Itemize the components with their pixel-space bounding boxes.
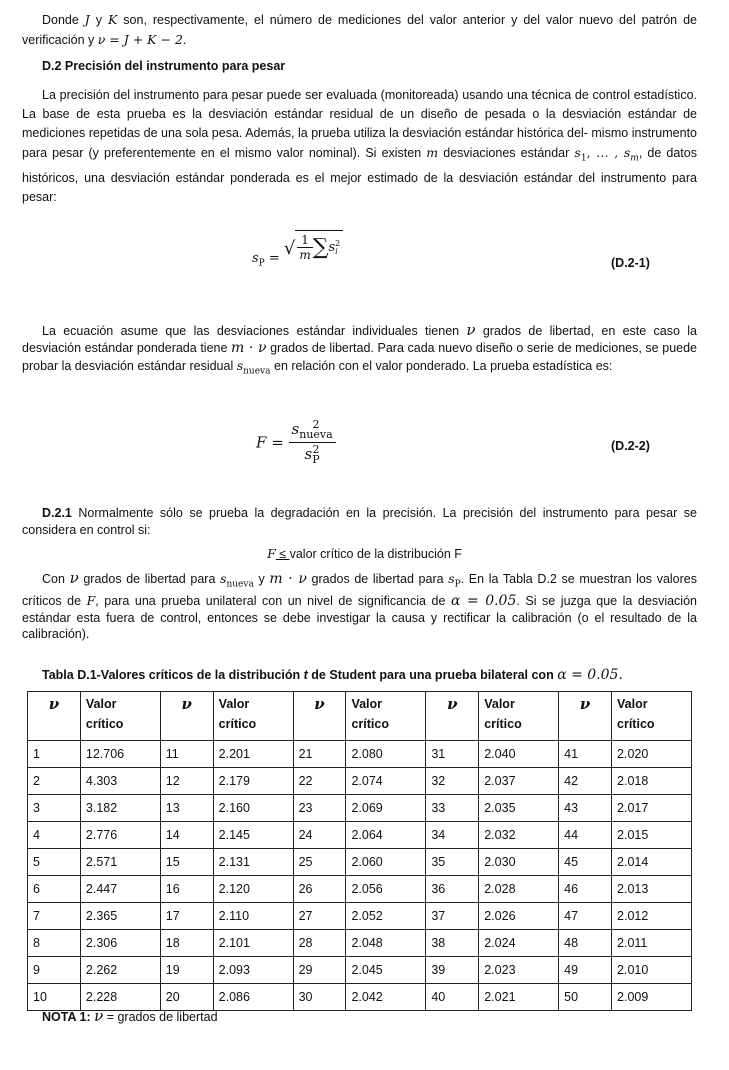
table-header-row bbox=[28, 692, 692, 741]
paragraph-critical bbox=[22, 570, 697, 643]
cell-nu: 11 bbox=[160, 741, 213, 768]
eq-fraction: s 2 nueva s 2 P bbox=[289, 420, 336, 465]
math-F: F bbox=[267, 546, 276, 561]
cell-nu: 36 bbox=[426, 876, 479, 903]
cell-critical-value: 2.776 bbox=[80, 822, 160, 849]
text: La precisión del instrumento para pesar puede ser evaluada (monitoreada) usando una técnica de control estadístico. La base de esta prueba es la desviación estándar residual de un diseño de pesada o la desviación estándar de mediciones repetidas de una sola pesa. Además, la prueba utiliza la desviación estándar histórica del- mismo instrumento para pesar (y preferentemente en el mismo valor nominal). Si existen bbox=[22, 88, 697, 160]
cell-critical-value: 2.035 bbox=[479, 795, 559, 822]
cell-critical-value: 2.160 bbox=[213, 795, 293, 822]
paragraph-degrees bbox=[22, 322, 697, 381]
text: . bbox=[182, 33, 187, 47]
cell-critical-value: 4.303 bbox=[80, 768, 160, 795]
math-m-nu: m · ν bbox=[231, 340, 267, 356]
text: y bbox=[89, 13, 108, 27]
critical-values-table bbox=[27, 691, 692, 1011]
text: Tabla D.1-Valores críticos de la distribución bbox=[42, 668, 304, 682]
cell-critical-value: 2.042 bbox=[346, 984, 426, 1011]
cell-nu: 47 bbox=[559, 903, 612, 930]
cell-nu: 19 bbox=[160, 957, 213, 984]
cell-critical-value: 2.069 bbox=[346, 795, 426, 822]
header-text: crítico bbox=[484, 717, 522, 731]
table-row bbox=[28, 957, 692, 984]
text: grados de libertad para bbox=[78, 572, 221, 586]
cell-critical-value: 2.030 bbox=[479, 849, 559, 876]
paragraph-precision bbox=[22, 86, 697, 207]
cell-critical-value: 2.012 bbox=[612, 903, 692, 930]
cell-critical-value: 2.179 bbox=[213, 768, 293, 795]
math-alpha: α = 0.05 bbox=[450, 593, 517, 609]
cell-critical-value: 2.024 bbox=[479, 930, 559, 957]
cell-critical-value: 2.365 bbox=[80, 903, 160, 930]
math-alpha: α = 0.05. bbox=[557, 667, 623, 683]
cell-nu: 40 bbox=[426, 984, 479, 1011]
table-row bbox=[28, 768, 692, 795]
cell-critical-value: 2.037 bbox=[479, 768, 559, 795]
cell-nu: 14 bbox=[160, 822, 213, 849]
equation-label: (D.2-1) bbox=[611, 256, 650, 270]
cell-critical-value: 2.032 bbox=[479, 822, 559, 849]
table-row bbox=[28, 741, 692, 768]
cell-nu: 17 bbox=[160, 903, 213, 930]
math-m-nu: m · ν bbox=[269, 571, 307, 587]
cell-critical-value: 2.028 bbox=[479, 876, 559, 903]
cell-critical-value: 2.040 bbox=[479, 741, 559, 768]
text: en relación con el valor ponderado. La prueba estadística es: bbox=[270, 359, 613, 373]
cell-critical-value: 2.228 bbox=[80, 984, 160, 1011]
math-J: J bbox=[84, 12, 90, 27]
math-sub: nueva bbox=[243, 366, 271, 377]
math-sub: m bbox=[630, 153, 639, 164]
text: = grados de libertad bbox=[103, 1010, 218, 1024]
text: Con bbox=[42, 572, 70, 586]
text: y bbox=[253, 572, 270, 586]
cell-critical-value: 2.145 bbox=[213, 822, 293, 849]
cell-nu: 38 bbox=[426, 930, 479, 957]
cell-critical-value: 2.015 bbox=[612, 822, 692, 849]
cell-nu: 5 bbox=[28, 849, 81, 876]
header-nu: ν bbox=[160, 692, 213, 741]
cell-nu: 46 bbox=[559, 876, 612, 903]
header-text: Valor bbox=[85, 697, 117, 711]
cell-nu: 29 bbox=[293, 957, 346, 984]
math-K: K bbox=[107, 12, 118, 27]
table-body bbox=[28, 741, 692, 1011]
cell-critical-value: 2.020 bbox=[612, 741, 692, 768]
cell-nu: 37 bbox=[426, 903, 479, 930]
cell-nu: 24 bbox=[293, 822, 346, 849]
cell-nu: 8 bbox=[28, 930, 81, 957]
header-text: crítico bbox=[617, 717, 655, 731]
sqrt-icon: √ bbox=[283, 237, 296, 259]
cell-critical-value: 2.026 bbox=[479, 903, 559, 930]
cell-nu: 34 bbox=[426, 822, 479, 849]
cell-nu: 43 bbox=[559, 795, 612, 822]
math-nu: ν bbox=[94, 1007, 104, 1025]
table-row bbox=[28, 930, 692, 957]
header-text: crítico bbox=[85, 717, 124, 731]
cell-nu: 15 bbox=[160, 849, 213, 876]
subsection-number: D.2.1 bbox=[42, 506, 72, 520]
cell-critical-value: 2.052 bbox=[346, 903, 426, 930]
cell-nu: 7 bbox=[28, 903, 81, 930]
math-sub: P bbox=[454, 579, 461, 590]
eq-sign: = bbox=[266, 433, 289, 452]
header-critical-value bbox=[479, 692, 559, 741]
section-heading: D.2 Precisión del instrumento para pesar bbox=[42, 59, 286, 73]
math-s: s bbox=[623, 145, 631, 160]
math-sub: nueva bbox=[226, 579, 254, 590]
cell-nu: 20 bbox=[160, 984, 213, 1011]
cell-nu: 35 bbox=[426, 849, 479, 876]
header-text: crítico bbox=[218, 717, 257, 731]
header-text: Valor bbox=[617, 697, 648, 711]
text: Donde bbox=[42, 13, 85, 27]
cell-nu: 42 bbox=[559, 768, 612, 795]
cell-nu: 12 bbox=[160, 768, 213, 795]
cell-nu: 44 bbox=[559, 822, 612, 849]
eq-sign: = bbox=[264, 250, 284, 266]
math-F: F bbox=[86, 593, 96, 608]
cell-nu: 28 bbox=[293, 930, 346, 957]
table-row bbox=[28, 876, 692, 903]
cell-critical-value: 2.014 bbox=[612, 849, 692, 876]
math-s: s bbox=[236, 358, 244, 373]
cell-nu: 25 bbox=[293, 849, 346, 876]
text: . Si se juzga que la desviación estándar esta fuera de control, entonces se debe investigar la causa y rectificar la calibración (o el resultado de la calibración). bbox=[22, 594, 697, 641]
cell-critical-value: 3.182 bbox=[80, 795, 160, 822]
text: grados de libertad para bbox=[306, 572, 449, 586]
cell-critical-value: 2.080 bbox=[346, 741, 426, 768]
cell-critical-value: 2.101 bbox=[213, 930, 293, 957]
cell-nu: 6 bbox=[28, 876, 81, 903]
math-nu: ν bbox=[466, 321, 476, 339]
text: de Student para una prueba bilateral con bbox=[307, 668, 558, 682]
header-critical-value bbox=[612, 692, 692, 741]
header-nu: ν bbox=[28, 692, 81, 741]
text: . En la Tabla D.2 se muestran los valores críticos de bbox=[22, 572, 697, 608]
cell-critical-value: 2.048 bbox=[346, 930, 426, 957]
cell-nu: 18 bbox=[160, 930, 213, 957]
cell-nu: 49 bbox=[559, 957, 612, 984]
text: t bbox=[303, 668, 308, 682]
cell-critical-value: 2.086 bbox=[213, 984, 293, 1011]
header-text: crítico bbox=[351, 717, 389, 731]
text: La ecuación asume que las desviaciones estándar individuales tienen bbox=[42, 324, 467, 338]
cell-critical-value: 2.306 bbox=[80, 930, 160, 957]
math-nu-formula: ν = J + K − 2 bbox=[97, 32, 183, 47]
cell-critical-value: 2.120 bbox=[213, 876, 293, 903]
cell-critical-value: 2.021 bbox=[479, 984, 559, 1011]
cell-critical-value: 2.060 bbox=[346, 849, 426, 876]
cell-critical-value: 2.201 bbox=[213, 741, 293, 768]
table-caption bbox=[42, 667, 623, 683]
cell-critical-value: 2.093 bbox=[213, 957, 293, 984]
cell-nu: 10 bbox=[28, 984, 81, 1011]
text: son, respectivamente, el número de mediciones del valor anterior y del valor nuevo del patrón de verificación y bbox=[22, 13, 697, 47]
cell-critical-value: 2.064 bbox=[346, 822, 426, 849]
cell-critical-value: 2.262 bbox=[80, 957, 160, 984]
math-s: s bbox=[448, 571, 455, 586]
cell-nu: 21 bbox=[293, 741, 346, 768]
math-s: s bbox=[220, 571, 227, 586]
cell-nu: 22 bbox=[293, 768, 346, 795]
criterion-line bbox=[0, 546, 729, 561]
cell-critical-value: 2.023 bbox=[479, 957, 559, 984]
header-text: Valor bbox=[351, 697, 383, 711]
cell-nu: 31 bbox=[426, 741, 479, 768]
text: grados de libertad, en este caso la desviación estándar ponderada tiene bbox=[22, 324, 697, 355]
cell-nu: 1 bbox=[28, 741, 81, 768]
sqrt-body: $\frac{1}{m}$ ∑s 2 i bbox=[295, 230, 343, 262]
text: grados de libertad. Para cada nuevo diseño o serie de mediciones, se puede probar la desviación estándar residual bbox=[22, 341, 698, 373]
cell-critical-value: 2.447 bbox=[80, 876, 160, 903]
cell-critical-value: 2.056 bbox=[346, 876, 426, 903]
header-critical-value bbox=[346, 692, 426, 741]
cell-critical-value: 2.017 bbox=[612, 795, 692, 822]
cell-nu: 48 bbox=[559, 930, 612, 957]
table-row bbox=[28, 822, 692, 849]
math-s: s bbox=[574, 145, 581, 160]
cell-nu: 23 bbox=[293, 795, 346, 822]
cell-nu: 13 bbox=[160, 795, 213, 822]
cell-nu: 39 bbox=[426, 957, 479, 984]
cell-nu: 45 bbox=[559, 849, 612, 876]
cell-critical-value: 2.009 bbox=[612, 984, 692, 1011]
cell-nu: 2 bbox=[28, 768, 81, 795]
table-row bbox=[28, 849, 692, 876]
cell-nu: 32 bbox=[426, 768, 479, 795]
header-critical-value bbox=[213, 692, 293, 741]
header-critical-value bbox=[80, 692, 160, 741]
header-nu: ν bbox=[426, 692, 479, 741]
header-text: Valor bbox=[484, 697, 515, 711]
cell-nu: 9 bbox=[28, 957, 81, 984]
equation-d2-2 bbox=[256, 420, 336, 465]
cell-critical-value: 12.706 bbox=[80, 741, 160, 768]
header-text: Valor bbox=[218, 697, 250, 711]
cell-critical-value: 2.011 bbox=[612, 930, 692, 957]
table-row bbox=[28, 903, 692, 930]
note-label: NOTA 1: bbox=[42, 1010, 91, 1024]
math-nu: ν bbox=[69, 569, 79, 587]
text: desviaciones estándar bbox=[438, 146, 575, 160]
cell-critical-value: 2.110 bbox=[213, 903, 293, 930]
cell-nu: 27 bbox=[293, 903, 346, 930]
cell-critical-value: 2.131 bbox=[213, 849, 293, 876]
header-nu: ν bbox=[293, 692, 346, 741]
cell-nu: 3 bbox=[28, 795, 81, 822]
table-note bbox=[42, 1007, 218, 1025]
cell-critical-value: 2.010 bbox=[612, 957, 692, 984]
paragraph-variables bbox=[22, 10, 697, 50]
cell-critical-value: 2.571 bbox=[80, 849, 160, 876]
table-row bbox=[28, 795, 692, 822]
cell-critical-value: 2.013 bbox=[612, 876, 692, 903]
math-dots: , … , bbox=[586, 145, 624, 160]
cell-nu: 30 bbox=[293, 984, 346, 1011]
cell-nu: 50 bbox=[559, 984, 612, 1011]
sum-icon: ∑ bbox=[312, 235, 329, 260]
math-sub: 1 bbox=[580, 153, 587, 164]
cell-nu: 26 bbox=[293, 876, 346, 903]
cell-nu: 41 bbox=[559, 741, 612, 768]
paragraph-d2-1 bbox=[22, 505, 697, 539]
cell-nu: 16 bbox=[160, 876, 213, 903]
text: , para una prueba unilateral con un nivel de significancia de bbox=[95, 594, 451, 608]
cell-critical-value: 2.045 bbox=[346, 957, 426, 984]
leq-sign: ≤ bbox=[275, 547, 290, 561]
header-nu: ν bbox=[559, 692, 612, 741]
eq-lhs: $s_P$ bbox=[252, 250, 265, 269]
cell-critical-value: 2.018 bbox=[612, 768, 692, 795]
math-m: m bbox=[426, 145, 439, 160]
eq-lhs: F bbox=[256, 433, 267, 452]
equation-d2-1 bbox=[252, 233, 343, 269]
cell-nu: 33 bbox=[426, 795, 479, 822]
equation-label: (D.2-2) bbox=[611, 439, 650, 453]
cell-nu: 4 bbox=[28, 822, 81, 849]
cell-critical-value: 2.074 bbox=[346, 768, 426, 795]
text: , de datos históricos, una desviación estándar ponderada es el mejor estimado de la desviación estándar del instrumento para pesar: bbox=[22, 146, 697, 204]
text: valor crítico de la distribución F bbox=[289, 547, 462, 561]
text: Normalmente sólo se prueba la degradación en la precisión. La precisión del instrumento para pesar se considera en control si: bbox=[22, 506, 697, 537]
